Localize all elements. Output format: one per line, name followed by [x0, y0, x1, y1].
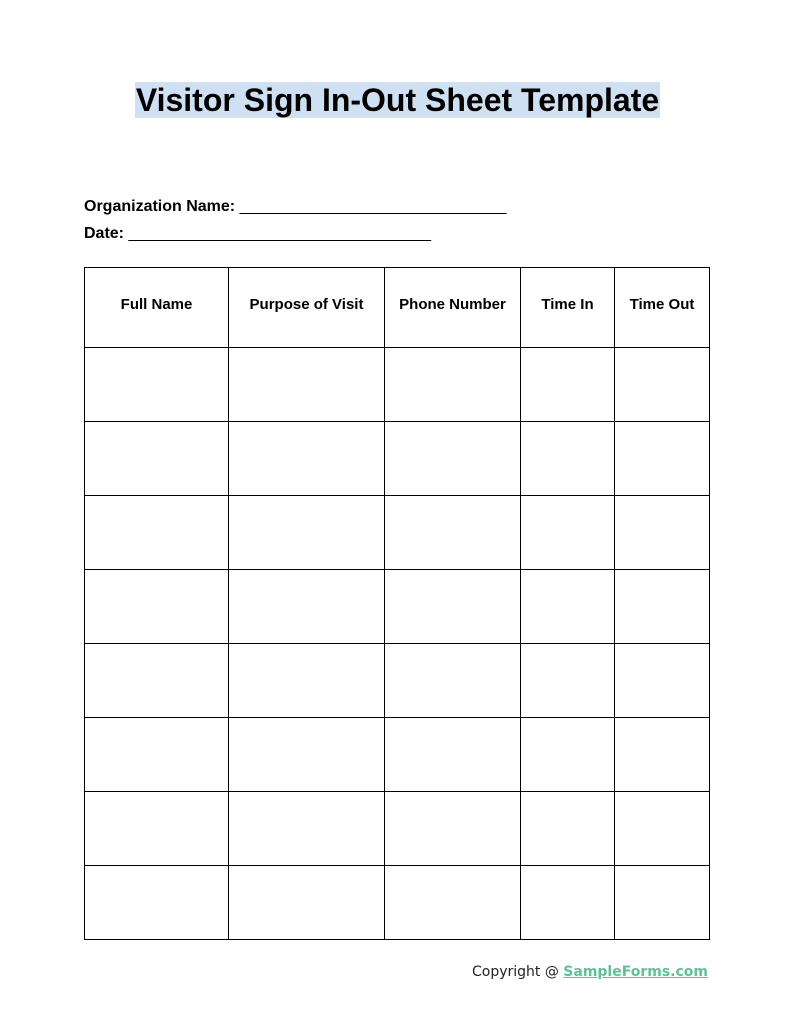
table-cell[interactable] [85, 570, 229, 644]
table-cell[interactable] [385, 866, 521, 940]
table-row [85, 718, 710, 792]
table-cell[interactable] [229, 496, 385, 570]
table-cell[interactable] [229, 422, 385, 496]
table-cell[interactable] [229, 644, 385, 718]
organization-name-blank[interactable]: ______________________________ [239, 198, 507, 215]
table-cell[interactable] [85, 644, 229, 718]
table-cell[interactable] [521, 570, 615, 644]
table-cell[interactable] [385, 496, 521, 570]
table-cell[interactable] [615, 422, 710, 496]
table-cell[interactable] [385, 570, 521, 644]
table-cell[interactable] [229, 348, 385, 422]
table-cell[interactable] [615, 570, 710, 644]
date-field [84, 224, 431, 244]
organization-name-label: Organization Name: [84, 198, 236, 215]
header-purpose-of-visit: Purpose of Visit [229, 268, 385, 348]
table-cell[interactable] [521, 422, 615, 496]
table-row [85, 496, 710, 570]
table-cell[interactable] [85, 422, 229, 496]
table-body [85, 348, 710, 940]
table-cell[interactable] [615, 866, 710, 940]
table-row [85, 644, 710, 718]
table-cell[interactable] [615, 718, 710, 792]
table-cell[interactable] [521, 792, 615, 866]
header-full-name: Full Name [85, 268, 229, 348]
table-cell[interactable] [385, 792, 521, 866]
table-row [85, 348, 710, 422]
table-cell[interactable] [385, 348, 521, 422]
table-cell[interactable] [229, 718, 385, 792]
table-cell[interactable] [85, 792, 229, 866]
table-cell[interactable] [85, 718, 229, 792]
sampleforms-link[interactable]: SampleForms.com [563, 964, 708, 980]
table-cell[interactable] [385, 718, 521, 792]
title-container [0, 82, 795, 118]
table-cell[interactable] [521, 866, 615, 940]
header-time-in: Time In [521, 268, 615, 348]
table-row [85, 570, 710, 644]
table-cell[interactable] [229, 570, 385, 644]
table-cell[interactable] [615, 644, 710, 718]
table-cell[interactable] [615, 496, 710, 570]
table-cell[interactable] [521, 496, 615, 570]
table-cell[interactable] [615, 792, 710, 866]
table-row [85, 866, 710, 940]
organization-name-field [84, 197, 507, 217]
table-row [85, 422, 710, 496]
page-title: Visitor Sign In-Out Sheet Template [135, 82, 660, 118]
copyright-footer [472, 963, 708, 981]
header-phone-number: Phone Number [385, 268, 521, 348]
table-cell[interactable] [229, 866, 385, 940]
table-cell[interactable] [385, 644, 521, 718]
table-cell[interactable] [615, 348, 710, 422]
table-cell[interactable] [385, 422, 521, 496]
copyright-text: Copyright @ [471, 964, 564, 980]
table-cell[interactable] [85, 348, 229, 422]
table-cell[interactable] [521, 644, 615, 718]
table-row [85, 792, 710, 866]
visitor-sign-in-table [84, 267, 710, 940]
date-label: Date: [84, 225, 125, 242]
table-cell[interactable] [521, 718, 615, 792]
table-header-row [85, 268, 710, 348]
table-cell[interactable] [85, 866, 229, 940]
date-blank[interactable]: __________________________________ [128, 225, 432, 242]
table-cell[interactable] [85, 496, 229, 570]
table-cell[interactable] [229, 792, 385, 866]
header-time-out: Time Out [615, 268, 710, 348]
table-cell[interactable] [521, 348, 615, 422]
